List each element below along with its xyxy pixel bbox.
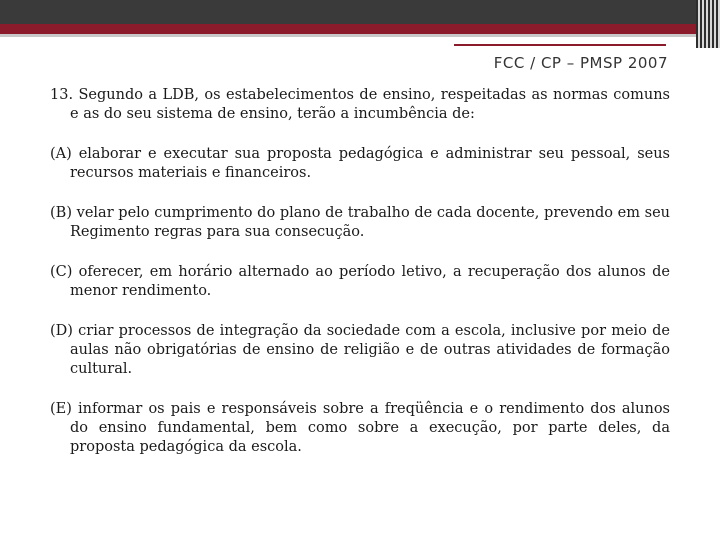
corner-decoration (696, 0, 720, 48)
slide-content (50, 86, 670, 478)
top-bar-gray (0, 34, 696, 37)
option-b: (B) velar pelo cumprimento do plano de trabalho de cada docente, prevendo em seu Regimento regras para sua consecução. (50, 205, 670, 240)
slide-header-title: FCC / CP – PMSP 2007 (493, 54, 668, 72)
question-text: 13. Segundo a LDB, os estabelecimentos de ensino, respeitadas as normas comuns e as do seu sistema de ensino, terão a incumbência de: (50, 87, 670, 122)
option-a: (A) elaborar e executar sua proposta pedagógica e administrar seu pessoal, seus recursos materiais e financeiros. (50, 146, 670, 181)
option-d: (D) criar processos de integração da sociedade com a escola, inclusive por meio de aulas não obrigatórias de ensino de religião e de outras atividades de formação cultural. (50, 323, 670, 377)
top-bar-accent (0, 24, 696, 34)
option-e: (E) informar os pais e responsáveis sobre a freqüência e o rendimento dos alunos do ensino fundamental, bem como sobre a execução, por parte deles, da proposta pedagógica da escola. (50, 401, 670, 455)
top-bar-dark (0, 0, 720, 24)
header-underline (454, 44, 666, 46)
option-c: (C) oferecer, em horário alternado ao período letivo, a recuperação dos alunos de menor rendimento. (50, 264, 670, 299)
